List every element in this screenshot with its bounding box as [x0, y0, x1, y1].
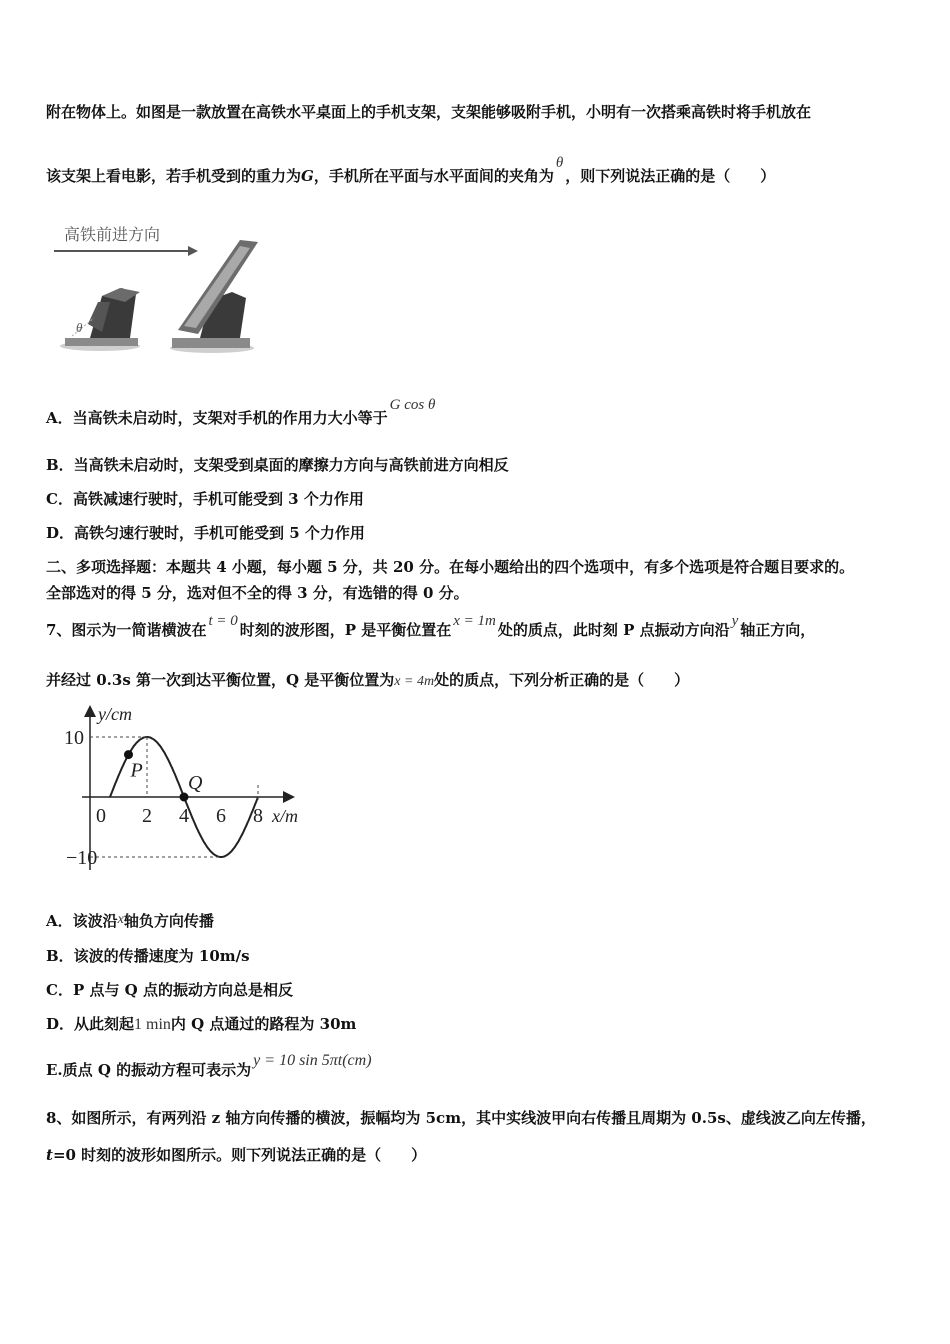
wave-chart-svg: [60, 700, 330, 875]
q6-line2-post: ，则下列说法正确的是（ ）: [565, 167, 776, 185]
point-label-p: P: [130, 759, 143, 782]
q7-line1-d: 轴正方向，: [740, 621, 816, 639]
wave-chart: [60, 700, 330, 875]
q6-theta-math: θ: [555, 155, 564, 171]
q7-option-e-pre: E.质点 Q 的振动方程可表示为: [46, 1061, 252, 1079]
q7-option-e-math: y = 10 sin 5πt(cm): [253, 1052, 372, 1069]
q7-line1-c: 处的质点，此时刻 P 点振动方向沿: [497, 621, 730, 639]
q7-line2-b: 处的质点，下列分析正确的是（ ）: [434, 671, 690, 689]
y-tick-label: 10: [64, 727, 84, 749]
stand-right: [170, 240, 258, 353]
point-label-q: Q: [188, 772, 203, 794]
q6-line2-pre: 该支架上看电影，若手机受到的重力为: [46, 167, 302, 185]
q7-option-a-post: 轴负方向传播: [123, 912, 214, 930]
q7-option-a-x: x: [117, 912, 124, 927]
q7-x1-math: x = 1m: [453, 613, 496, 629]
y-axis-label: y/cm: [98, 704, 132, 724]
x-tick-label: 2: [142, 805, 152, 827]
y-tick-label: −10: [66, 847, 98, 869]
stand-angle-label: θ: [76, 320, 83, 335]
q6-option-a-text: A．当高铁未启动时，支架对手机的作用力大小等于: [46, 409, 388, 427]
q6-option-d: D．高铁匀速行驶时，手机可能受到 5 个力作用: [46, 524, 365, 542]
x-tick-label: 8: [253, 805, 263, 827]
phone-stand-figure: [50, 220, 270, 360]
q6-option-b: B．当高铁未启动时，支架受到桌面的摩擦力方向与高铁前进方向相反: [46, 456, 509, 474]
q6-option-c: C．高铁减速行驶时，手机可能受到 3 个力作用: [46, 490, 364, 508]
q7-line1: [46, 613, 816, 641]
q7-option-d: [46, 1014, 356, 1035]
q7-y-math: y: [731, 613, 739, 629]
q7-option-d-math: 1 min: [134, 1016, 171, 1033]
q7-option-a-pre: A．该波沿: [46, 912, 118, 930]
q7-option-b: B．该波的传播速度为 10m/s: [46, 947, 250, 965]
q7-option-d-post: 内 Q 点通过的路程为 30m: [170, 1015, 357, 1033]
q7-line2-a: 并经过 0.3s 第一次到达平衡位置，Q 是平衡位置为: [46, 671, 395, 689]
q8-line2-t: t: [46, 1146, 53, 1164]
stand-left: [60, 288, 140, 351]
q7-option-a: [46, 911, 214, 933]
section2-line2: 全部选对的得 5 分，选对但不全的得 3 分，有选错的得 0 分。: [46, 584, 469, 602]
q7-line2: [46, 670, 689, 692]
direction-arrow-head: [188, 246, 198, 256]
q8-line2-text: =0 时刻的波形如图所示。则下列说法正确的是（ ）: [52, 1146, 427, 1164]
q8-line2: [46, 1145, 426, 1165]
section2-line1: 二、多项选择题：本题共 4 小题，每小题 5 分，共 20 分。在每小题给出的四个选项中，有多个选项是符合题目要求的。: [46, 558, 855, 576]
x-tick-label: 4: [179, 805, 189, 827]
x-tick-label: 6: [216, 805, 226, 827]
train-direction-label: 高铁前进方向: [64, 225, 161, 244]
q6-option-a: [46, 397, 437, 429]
q7-option-d-pre: D．从此刻起: [46, 1015, 135, 1033]
q7-option-c: C．P 点与 Q 点的振动方向总是相反: [46, 981, 293, 999]
q6-line2: [46, 155, 776, 187]
x-tick-label: 0: [96, 805, 106, 827]
q6-line2-mid: ，手机所在平面与水平面间的夹角为: [313, 167, 554, 185]
x-axis-label: x/m: [272, 806, 298, 826]
q8-line1: 8、如图所示，有两列沿 z 轴方向传播的横波，振幅均为 5cm，其中实线波甲向右传播且周期为 0.5s、虚线波乙向左传播，: [46, 1109, 876, 1127]
q7-line1-a: 7、图示为一简谐横波在: [46, 621, 207, 639]
point-p: [124, 750, 133, 759]
q6-line1: 附在物体上。如图是一款放置在高铁水平桌面上的手机支架，支架能够吸附手机，小明有一次搭乘高铁时将手机放在: [46, 103, 812, 121]
q7-option-e: [46, 1052, 374, 1081]
q7-line1-b: 时刻的波形图，P 是平衡位置在: [239, 621, 452, 639]
q6-line2-G: G: [301, 167, 314, 185]
q7-x4-math: x = 4m: [394, 674, 435, 689]
q7-t-math: t = 0: [208, 613, 238, 629]
q6-option-a-math: G cos θ: [389, 397, 436, 413]
